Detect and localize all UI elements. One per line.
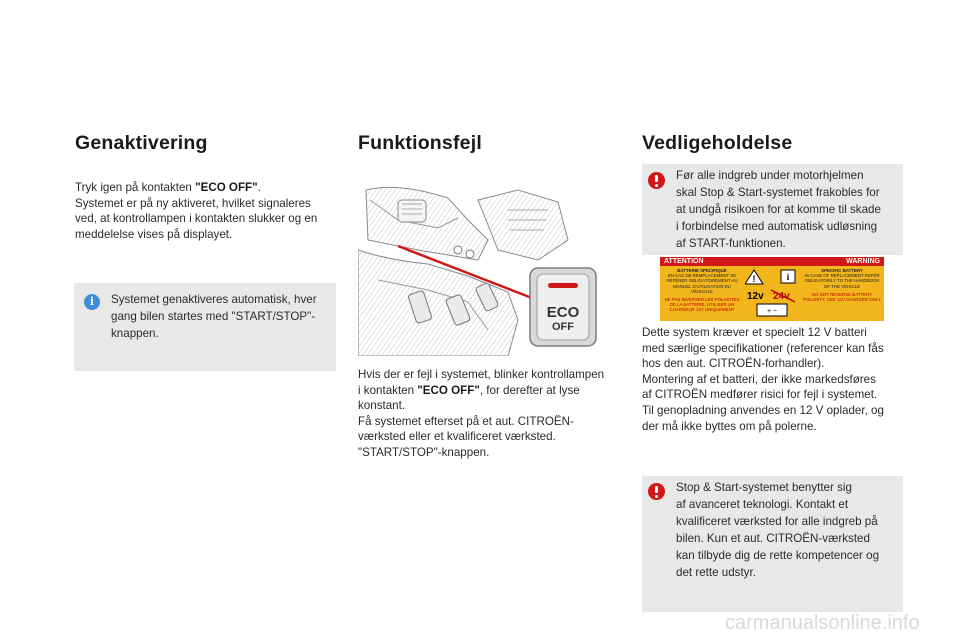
label-left-title: BATTERIE SPECIFIQUE xyxy=(677,268,727,273)
text-line: skal Stop & Start-systemet frakobles for xyxy=(676,186,880,199)
text-line: i forbindelse med automatisk udløsning xyxy=(676,220,878,233)
label-center-graphics xyxy=(745,268,799,318)
text-line: værksted eller et kvalificeret værksted. xyxy=(358,430,556,444)
info-icon: i xyxy=(84,294,100,310)
genaktivering-paragraph xyxy=(75,180,345,242)
info-box xyxy=(74,283,336,371)
warning-box-2-text xyxy=(676,479,900,581)
voltage-12: 12v xyxy=(747,291,764,302)
text-line: det rette udstyr. xyxy=(676,566,756,579)
text-segment: Tryk igen på kontakten xyxy=(75,181,196,194)
text-line: Montering af et batteri, der ikke markedsføres xyxy=(642,372,876,386)
text-segment: , for derefter at lyse xyxy=(479,383,580,397)
eco-button-text-top: ECO xyxy=(546,304,580,321)
eco-button-text-bottom: OFF xyxy=(552,321,574,333)
text-line: meddelelse vises på displayet. xyxy=(75,227,233,241)
svg-text:i: i xyxy=(786,272,790,282)
text-line: af START-funktionen. xyxy=(676,237,786,250)
vedligeholdelse-paragraph xyxy=(642,325,912,434)
info-box-text xyxy=(111,291,333,342)
label-right-title: SPECIFIC BATTERY xyxy=(821,268,863,273)
text-line: af CITROËN medfører risici for fejl i systemet. xyxy=(642,388,878,402)
warning-icon xyxy=(648,483,665,500)
svg-text:!: ! xyxy=(752,274,756,284)
text-line: knappen. xyxy=(111,327,159,340)
text-line: konstant. xyxy=(358,399,406,413)
section-heading-vedligeholdelse: Vedligeholdelse xyxy=(642,132,793,154)
dashboard-drawing xyxy=(358,180,620,356)
text-line: med særlige specifikationer (referencer kan fås xyxy=(642,341,884,355)
text-line: Systemet er på ny aktiveret, hvilket signaleres xyxy=(75,196,311,210)
battery-pictogram xyxy=(745,268,799,318)
text-line: af avanceret teknologi. Kontakt et xyxy=(676,498,849,511)
text-line: ved, at kontrollampen i kontakten slukker og en xyxy=(75,212,318,226)
text-line: kvalificeret værksted for alle indgreb på xyxy=(676,515,878,528)
battery-warning-label xyxy=(660,257,884,321)
text-line: Stop & Start-systemet benytter sig xyxy=(676,481,852,494)
funktionsfejl-paragraph xyxy=(358,367,628,461)
warning-box-2 xyxy=(642,476,903,612)
text-line: kan tilbyde dig de rette kompetencer og xyxy=(676,549,880,562)
label-left-text xyxy=(663,268,741,313)
text-line: bilen. Kun et aut. CITROËN-værksted xyxy=(676,532,870,545)
label-left-body: EN CAS DE REMPLACEMENT SE RÉFÉRER OBLIGATOIREMENT AU MANUEL D'UTILISATION DU VÉHICULE xyxy=(666,273,738,294)
text-line: Hvis der er fejl i systemet, blinker kontrollampen xyxy=(358,368,605,381)
text-line: Systemet genaktiveres automatisk, hver xyxy=(111,293,317,306)
text-line: hos den aut. CITROËN-forhandler). xyxy=(642,357,825,371)
dashboard-illustration xyxy=(358,180,620,356)
text-segment: . xyxy=(257,181,261,194)
text-line: Til genopladning anvendes en 12 V oplader, og xyxy=(642,403,884,417)
warning-icon xyxy=(648,172,665,189)
label-left-body-2: NE PAS INVERSER LES POLARITÉS DE LA BATTERIE, UTILISER UN CHARGEUR 12V UNIQUEMENT xyxy=(664,297,740,313)
text-line: "START/STOP"-knappen. xyxy=(358,445,490,459)
section-heading-funktionsfejl: Funktionsfejl xyxy=(358,132,482,154)
warning-text: WARNING xyxy=(846,258,880,265)
text-line: Dette system kræver et specielt 12 V batteri xyxy=(642,326,867,339)
warning-box-1 xyxy=(642,164,903,255)
attention-text: ATTENTION xyxy=(664,258,704,265)
text-line: gang bilen startes med "START/STOP"- xyxy=(111,310,316,323)
voltage-24: 24v xyxy=(773,291,790,302)
section-heading-genaktivering: Genaktivering xyxy=(75,132,208,154)
svg-text:+ −: + − xyxy=(766,308,778,315)
eco-off-label: "ECO OFF" xyxy=(417,383,480,397)
eco-off-label: "ECO OFF" xyxy=(195,181,258,194)
text-line: Få systemet efterset på et aut. CITROËN- xyxy=(358,414,574,428)
text-segment: i kontakten xyxy=(358,383,418,397)
watermark: carmanualsonline.info xyxy=(725,612,920,634)
text-line: der må ikke byttes om på polerne. xyxy=(642,419,817,433)
text-line: at undgå risikoen for at komme til skade xyxy=(676,203,881,216)
label-right-body: IN CASE OF REPLACEMENT REFER OBLIGATORILY TO THE HANDBOOK OF THE VEHICLE xyxy=(804,273,880,289)
text-line: Før alle indgreb under motorhjelmen xyxy=(676,169,864,182)
label-right-body-2: DO NOT REVERSE BATTERY POLARITY, USE 12V CHARGER ONLY xyxy=(803,291,881,303)
label-right-text xyxy=(803,268,881,302)
warning-box-1-text xyxy=(676,167,900,252)
